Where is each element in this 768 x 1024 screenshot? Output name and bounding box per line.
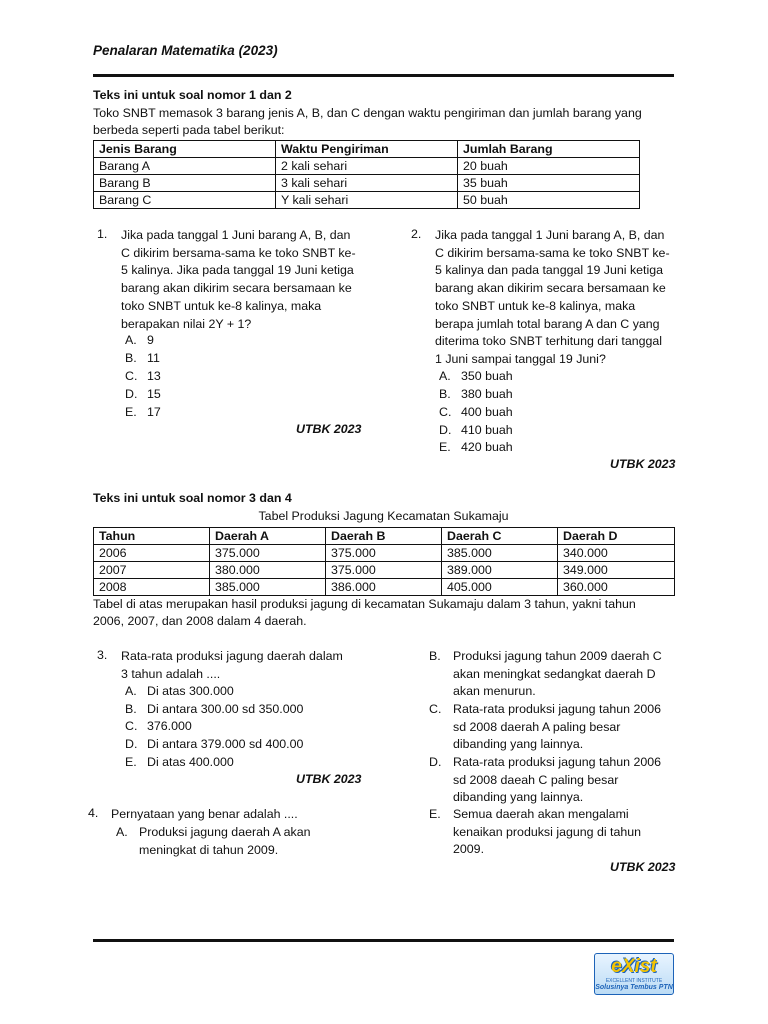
option-text: 11 [147, 351, 160, 365]
logo-name: eXist [611, 956, 657, 977]
stem-line: berapakan nilai 2Y + 1? [121, 316, 252, 331]
source-label: UTBK 2023 [296, 772, 362, 786]
table-cell: 375.000 [210, 545, 326, 562]
option-d[interactable] [125, 386, 161, 404]
option-b[interactable] [439, 386, 513, 404]
table-header-cell: Daerah D [558, 528, 675, 545]
table-cell: 2006 [94, 545, 210, 562]
logo-subtitle: EXCELLENT INSTITUTE [605, 978, 663, 984]
source-label: UTBK 2023 [296, 422, 362, 436]
option-d[interactable] [439, 422, 513, 440]
option-b[interactable] [125, 701, 303, 719]
option-letter: C. [429, 702, 442, 716]
option-text: Di atas 300.000 [147, 684, 234, 698]
question-stem [435, 227, 670, 369]
option-text: 376.000 [147, 719, 192, 733]
option-c[interactable] [125, 718, 192, 736]
option-text: 420 buah [461, 440, 513, 454]
option-letter: A. [439, 369, 451, 383]
option-a[interactable] [125, 683, 234, 701]
option-letter: B. [429, 649, 441, 663]
section1-heading: Teks ini untuk soal nomor 1 dan 2 [93, 88, 292, 102]
option-letter: D. [125, 737, 138, 751]
option-text: 410 buah [461, 423, 513, 437]
table-cell: Barang A [94, 158, 276, 175]
option-line: kenaikan produksi jagung di tahun [453, 824, 642, 839]
question-stem [121, 648, 343, 683]
table-cell: 405.000 [442, 579, 558, 596]
table-cell: 375.000 [326, 562, 442, 579]
table-cell: Barang B [94, 175, 276, 192]
option-text [453, 754, 661, 807]
source-label: UTBK 2023 [610, 860, 676, 874]
stem-line: Jika pada tanggal 1 Juni barang A, B, dan [435, 228, 665, 242]
option-line: sd 2008 daeah C paling besar [453, 772, 619, 787]
question-stem: Pernyataan yang benar adalah .... [111, 807, 298, 821]
option-letter: C. [125, 719, 138, 733]
option-letter: E. [125, 755, 137, 769]
option-e[interactable] [125, 404, 161, 422]
table-header-cell: Jumlah Barang [458, 141, 640, 158]
table-cell: 35 buah [458, 175, 640, 192]
stem-line: C dikirim bersama-sama ke toko SNBT ke- [435, 245, 670, 260]
option-text [453, 806, 641, 859]
option-text [453, 648, 662, 701]
option-line: dibanding yang lainnya. [453, 737, 584, 752]
option-letter: C. [439, 405, 452, 419]
table-row [94, 545, 675, 562]
stem-line: toko SNBT untuk ke-8 kalinya, maka [435, 298, 636, 313]
stem-line: 5 kalinya dan pada tanggal 19 Juni ketiga [435, 263, 664, 278]
option-text: Di antara 379.000 sd 400.00 [147, 737, 304, 751]
option-text: 350 buah [461, 369, 513, 383]
production-table [93, 527, 675, 596]
option-letter: C. [125, 369, 138, 383]
option-letter: E. [429, 807, 441, 821]
option-letter: E. [125, 405, 137, 419]
section2-heading: Teks ini untuk soal nomor 3 dan 4 [93, 491, 292, 505]
option-e[interactable] [125, 754, 234, 772]
option-line: Produksi jagung tahun 2009 daerah C [453, 649, 662, 663]
table-cell: 360.000 [558, 579, 675, 596]
option-line: akan menurun. [453, 684, 536, 699]
option-letter: D. [429, 755, 442, 769]
section1-intro-line2: berbeda seperti pada tabel berikut: [93, 123, 285, 137]
table-description-line2: 2006, 2007, dan 2008 dalam 4 daerah. [93, 614, 307, 628]
table-caption: Tabel Produksi Jagung Kecamatan Sukamaju [258, 509, 509, 523]
stem-line: barang akan dikirim secara bersamaan ke [121, 281, 352, 296]
stem-line: 3 tahun adalah .... [121, 666, 221, 681]
option-d[interactable] [125, 736, 303, 754]
table-header-row [94, 528, 675, 545]
stem-line: diterima toko SNBT terhitung dari tanggal [435, 334, 663, 349]
logo-tagline: Solusinya Tembus PTN [595, 984, 673, 991]
table-row [94, 192, 640, 209]
table-cell: 349.000 [558, 562, 675, 579]
table-header-cell: Tahun [94, 528, 210, 545]
stem-line: 5 kalinya. Jika pada tanggal 19 Juni ketiga [121, 263, 354, 278]
stem-line: berapa jumlah total barang A dan C yang [435, 316, 660, 331]
stem-line: 1 Juni sampai tanggal 19 Juni? [435, 351, 606, 366]
option-line: akan meningkat sedangkat daerah D [453, 666, 656, 681]
table-row [94, 158, 640, 175]
option-letter: D. [125, 387, 138, 401]
table-cell: 2007 [94, 562, 210, 579]
question-number: 2. [411, 227, 422, 241]
section1-intro-line1: Toko SNBT memasok 3 barang jenis A, B, dan C dengan waktu pengiriman dan jumlah barang yang [93, 106, 642, 120]
table-header-cell: Daerah B [326, 528, 442, 545]
option-text: Di antara 300.00 sd 350.000 [147, 702, 304, 716]
option-a[interactable] [125, 332, 154, 350]
table-header-cell: Daerah C [442, 528, 558, 545]
table-row [94, 175, 640, 192]
table-row [94, 579, 675, 596]
option-line: Rata-rata produksi jagung tahun 2006 [453, 702, 662, 716]
option-b[interactable] [125, 350, 160, 368]
table-header-row [94, 141, 640, 158]
table-cell: 2 kali sehari [276, 158, 458, 175]
table-cell: 340.000 [558, 545, 675, 562]
stem-line: Rata-rata produksi jagung daerah dalam [121, 649, 343, 663]
option-letter: E. [439, 440, 451, 454]
option-line: dibanding yang lainnya. [453, 790, 584, 805]
question-stem [121, 227, 356, 333]
option-line: sd 2008 daerah A paling besar [453, 719, 621, 734]
option-line: Produksi jagung daerah A akan [139, 825, 311, 839]
question-number: 3. [97, 648, 108, 662]
stem-line: toko SNBT untuk ke-8 kalinya, maka [121, 298, 322, 313]
option-text: 400 buah [461, 405, 513, 419]
header-rule [93, 74, 674, 77]
option-letter: B. [125, 702, 137, 716]
option-line: meningkat di tahun 2009. [139, 842, 279, 857]
table-cell: 380.000 [210, 562, 326, 579]
option-c[interactable] [125, 368, 161, 386]
option-text: 17 [147, 405, 161, 419]
stem-line: barang akan dikirim secara bersamaan ke [435, 281, 666, 296]
option-text: 9 [147, 333, 154, 347]
question-number: 4. [88, 806, 99, 820]
stem-line: C dikirim bersama-sama ke toko SNBT ke- [121, 245, 356, 260]
question-number: 1. [97, 227, 108, 241]
option-letter: A. [116, 825, 128, 839]
table-cell: 385.000 [210, 579, 326, 596]
table-cell: Barang C [94, 192, 276, 209]
option-line: Semua daerah akan mengalami [453, 807, 629, 821]
table-cell: Y kali sehari [276, 192, 458, 209]
option-letter: A. [125, 333, 137, 347]
delivery-table [93, 140, 640, 209]
stem-line: Jika pada tanggal 1 Juni barang A, B, dan [121, 228, 351, 242]
option-c[interactable] [439, 404, 513, 422]
table-cell: 50 buah [458, 192, 640, 209]
option-a[interactable] [439, 368, 513, 386]
exist-logo [594, 953, 674, 995]
document-title: Penalaran Matematika (2023) [93, 43, 278, 58]
option-e[interactable] [439, 439, 513, 457]
table-cell: 2008 [94, 579, 210, 596]
option-text: 13 [147, 369, 161, 383]
option-text: 15 [147, 387, 161, 401]
table-header-cell: Daerah A [210, 528, 326, 545]
table-description-line1: Tabel di atas merupakan hasil produksi jagung di kecamatan Sukamaju dalam 3 tahun, yakni tahun [93, 597, 636, 611]
footer-rule [93, 939, 674, 942]
table-cell: 375.000 [326, 545, 442, 562]
option-text: 380 buah [461, 387, 513, 401]
option-line: 2009. [453, 842, 485, 857]
table-cell: 3 kali sehari [276, 175, 458, 192]
option-letter: A. [125, 684, 137, 698]
option-letter: D. [439, 423, 452, 437]
table-cell: 386.000 [326, 579, 442, 596]
option-text [453, 701, 661, 754]
source-label: UTBK 2023 [610, 457, 676, 471]
table-row [94, 562, 675, 579]
option-line: Rata-rata produksi jagung tahun 2006 [453, 755, 662, 769]
table-cell: 389.000 [442, 562, 558, 579]
table-header-cell: Jenis Barang [94, 141, 276, 158]
table-cell: 385.000 [442, 545, 558, 562]
option-letter: B. [439, 387, 451, 401]
option-letter: B. [125, 351, 137, 365]
table-header-cell: Waktu Pengiriman [276, 141, 458, 158]
table-cell: 20 buah [458, 158, 640, 175]
option-text [139, 824, 311, 859]
option-text: Di atas 400.000 [147, 755, 234, 769]
